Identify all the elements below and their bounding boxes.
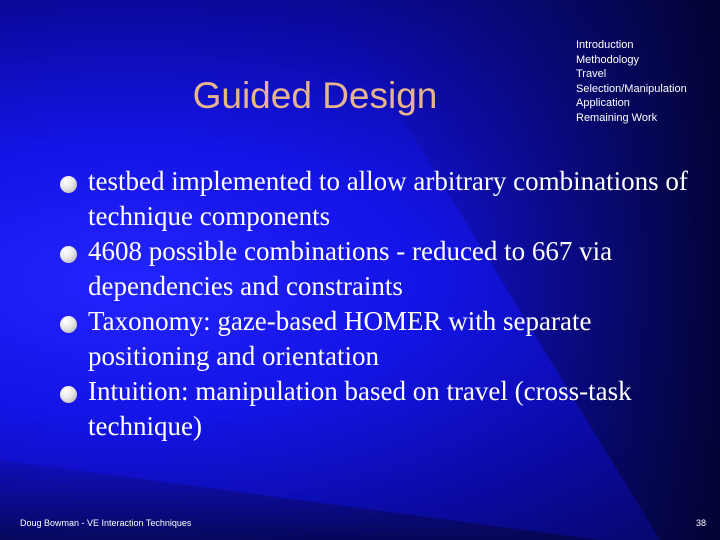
bullet-text: Intuition: manipulation based on travel (cross-task technique)	[88, 376, 632, 441]
sphere-bullet-icon	[60, 316, 77, 333]
bullet-text: 4608 possible combinations - reduced to 667 via dependencies and constraints	[88, 236, 613, 301]
bullet-list	[58, 164, 698, 444]
bullet-item	[58, 234, 698, 304]
outline-list	[576, 38, 687, 126]
sphere-bullet-icon	[60, 176, 77, 193]
bullet-text: testbed implemented to allow arbitrary combinations of technique components	[88, 166, 688, 231]
sphere-bullet-icon	[60, 386, 77, 403]
bullet-text: Taxonomy: gaze-based HOMER with separate positioning and orientation	[88, 306, 592, 371]
outline-item-application[interactable]: Application	[576, 97, 630, 110]
bullet-item	[58, 304, 698, 374]
footer-text: Doug Bowman - VE Interaction Techniques	[20, 518, 192, 528]
page-number: 38	[695, 518, 706, 528]
outline-item-introduction[interactable]: Introduction	[576, 39, 634, 51]
outline-item-travel[interactable]: Travel	[576, 68, 607, 81]
outline-item-remaining-work[interactable]: Remaining Work	[576, 111, 658, 124]
outline-item-selection-manipulation[interactable]: Selection/Manipulation	[576, 82, 687, 95]
sphere-bullet-icon	[60, 246, 77, 263]
outline-item-methodology[interactable]: Methodology	[576, 53, 639, 66]
bullet-item	[58, 164, 698, 234]
slide-title: Guided Design	[192, 75, 438, 116]
bullet-item	[58, 374, 698, 444]
